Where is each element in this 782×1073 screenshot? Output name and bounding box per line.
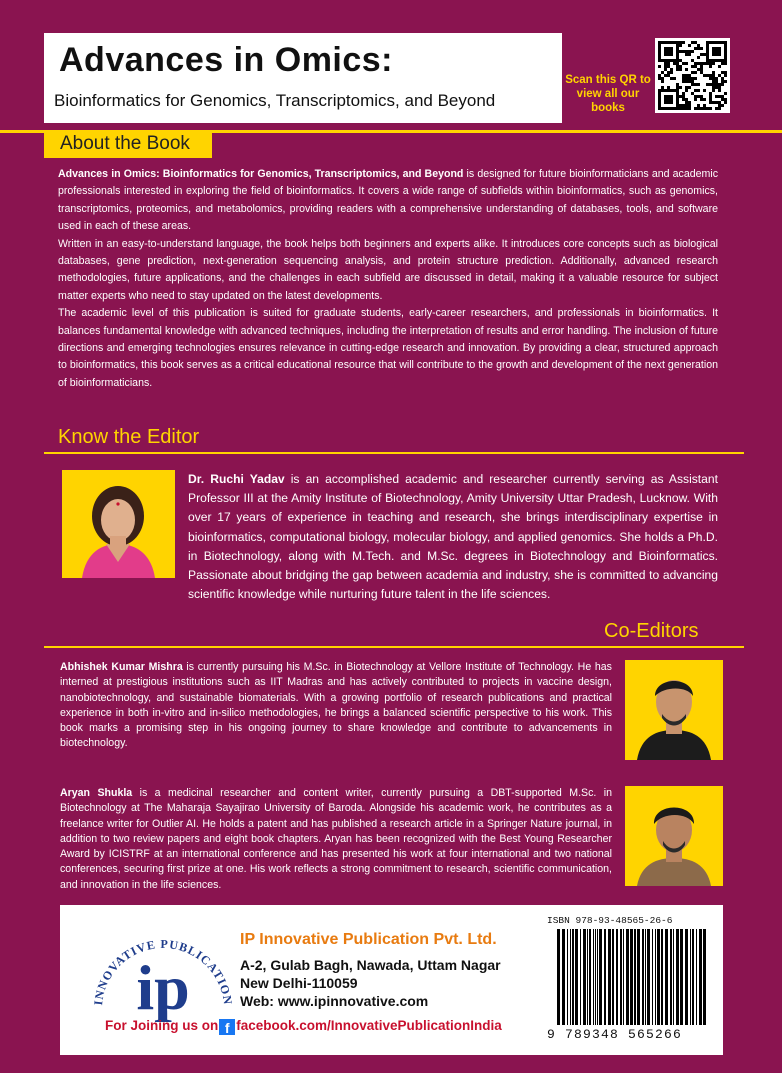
editor-bio: Dr. Ruchi Yadav is an accomplished academic and researcher currently serving as Assistant Professor III at the Amity Institute of Biotechnology, Amity University Uttar Pradesh, Lucknow. With over 17 years of experience in teaching and research, she brings interdisciplinary expertise in bioinformatics, computational biology, molecular biology, and applied genomics. She holds a Ph.D. in Biotechnology, along with M.Tech. and M.Sc. degrees in Biotechnology and Bioinformatics. Passionate about bridging the gap between academia and industry, she is committed to advancing scientific knowledge while nurturing future talent in the life sciences.	[188, 472, 718, 602]
coeditor-2-photo	[625, 786, 723, 886]
coeditor-2-name: Aryan Shukla	[60, 787, 133, 799]
coeditors-heading: Co-Editors	[604, 620, 699, 642]
isbn-digits: 9 789348 565266	[547, 1027, 683, 1042]
publisher-address-2: New Delhi-110059	[240, 975, 358, 991]
join-line: For Joining us on f facebook.com/InnovativePublicationIndia	[105, 1018, 502, 1036]
coeditor-1-name: Abhishek Kumar Mishra	[60, 661, 183, 673]
publisher-web[interactable]: Web: www.ipinnovative.com	[240, 993, 429, 1009]
book-subtitle: Bioinformatics for Genomics, Transcriptomics, and Beyond	[54, 91, 496, 110]
editor-photo	[62, 470, 175, 578]
publisher-address-1: A-2, Gulab Bagh, Nawada, Uttam Nagar	[240, 957, 501, 973]
editor-name: Dr. Ruchi Yadav	[188, 472, 285, 486]
qr-label: Scan this QR to view all our books	[565, 74, 651, 114]
qr-code-icon[interactable]	[655, 38, 730, 113]
about-paragraph-2: Written in an easy-to-understand language, the book helps both beginners and experts alike. It introduces core concepts such as biological databases, gene prediction, next-generation sequencing analysis, and protein structure prediction. Additionally, advanced research methodologies, future applications, and the challenges in each subfield are discussed in detail, making it a valuable resource for subject matter experts who need to stay updated on the latest developments.	[58, 237, 718, 302]
book-title: Advances in Omics:	[59, 41, 394, 79]
coeditors-rule	[44, 646, 744, 648]
coeditor-2-bio: Aryan Shukla is a medicinal researcher and content writer, currently pursuing a DBT-supported M.Sc. in Biotechnology at The Maharaja Sayajirao University of Baroda. Alongside his academic work, he contributes as a freelance writer for Outlier AI. He holds a patent and has published a research article in a Springer Nature journal, in addition to two review papers and eight book chapters. Aryan has been recognized with the Best Young Researcher Award by ICISTRF at an international conference and has presented his work at four international and two national conferences, securing first prize at one. His work reflects a strong commitment to research, scientific communication, and innovation in the life sciences.	[60, 787, 612, 891]
logo-mark: ip	[136, 952, 190, 1022]
about-text	[58, 166, 718, 392]
title-box	[44, 33, 562, 123]
publisher-logo	[88, 917, 238, 1022]
isbn-label: ISBN 978-93-48565-26-6	[547, 915, 673, 926]
coeditor-1-photo	[625, 660, 723, 760]
barcode-bars	[545, 929, 713, 1027]
publisher-name: IP Innovative Publication Pvt. Ltd.	[240, 931, 497, 948]
about-paragraph-1: Advances in Omics: Bioinformatics for Genomics, Transcriptomics, and Beyond is designed for future bioinformaticians and academic professionals interested in exploring the field of bioinformatics. It covers a wide range of subfields within bioinformatics, such as genomics, transcriptomics, proteomics, and metabolomics, providing readers with a comprehensive understanding of databases, tools, and software used in each of these areas.	[58, 168, 719, 233]
coeditor-1-bio: Abhishek Kumar Mishra is currently pursuing his M.Sc. in Biotechnology at Vellore Institute of Technology. He has interned at prestigious institutions such as IIT Madras and has actively contributed to projects in vaccine design, nanobiotechnology, and sustainable biomaterials. With a growing portfolio of research publications and practical experience in both in-vitro and in-silico methodologies, he brings a balanced scientific perspective to his work. This book marks a promising step in his ongoing journey to share knowledge and contribute to advancements in biotechnology.	[60, 661, 612, 750]
facebook-link[interactable]: facebook.com/InnovativePublicationIndia	[236, 1018, 502, 1033]
about-heading: About the Book	[44, 130, 212, 158]
facebook-icon[interactable]: f	[219, 1019, 235, 1035]
editor-heading: Know the Editor	[58, 426, 200, 448]
editor-rule	[44, 452, 744, 454]
about-book-name: Advances in Omics: Bioinformatics for Genomics, Transcriptomics, and Beyond	[58, 168, 464, 180]
barcode	[545, 915, 713, 1045]
logo-text: INNOVATIVE PUBLICATION	[91, 936, 235, 1007]
about-paragraph-3: The academic level of this publication is suited for graduate students, early-career researchers, and professionals in bioinformatics. It balances fundamental knowledge with advanced techniques, including the interpretation of results and error handling. The inclusion of future directions and emerging technologies ensures relevance in cutting-edge research and innovation. By providing a clear, structured approach to bioinformatics, this book serves as a critical educational resource that will contribute to the growth and development of the next generation of bioinformaticians.	[58, 307, 718, 389]
publisher-footer	[60, 905, 723, 1055]
